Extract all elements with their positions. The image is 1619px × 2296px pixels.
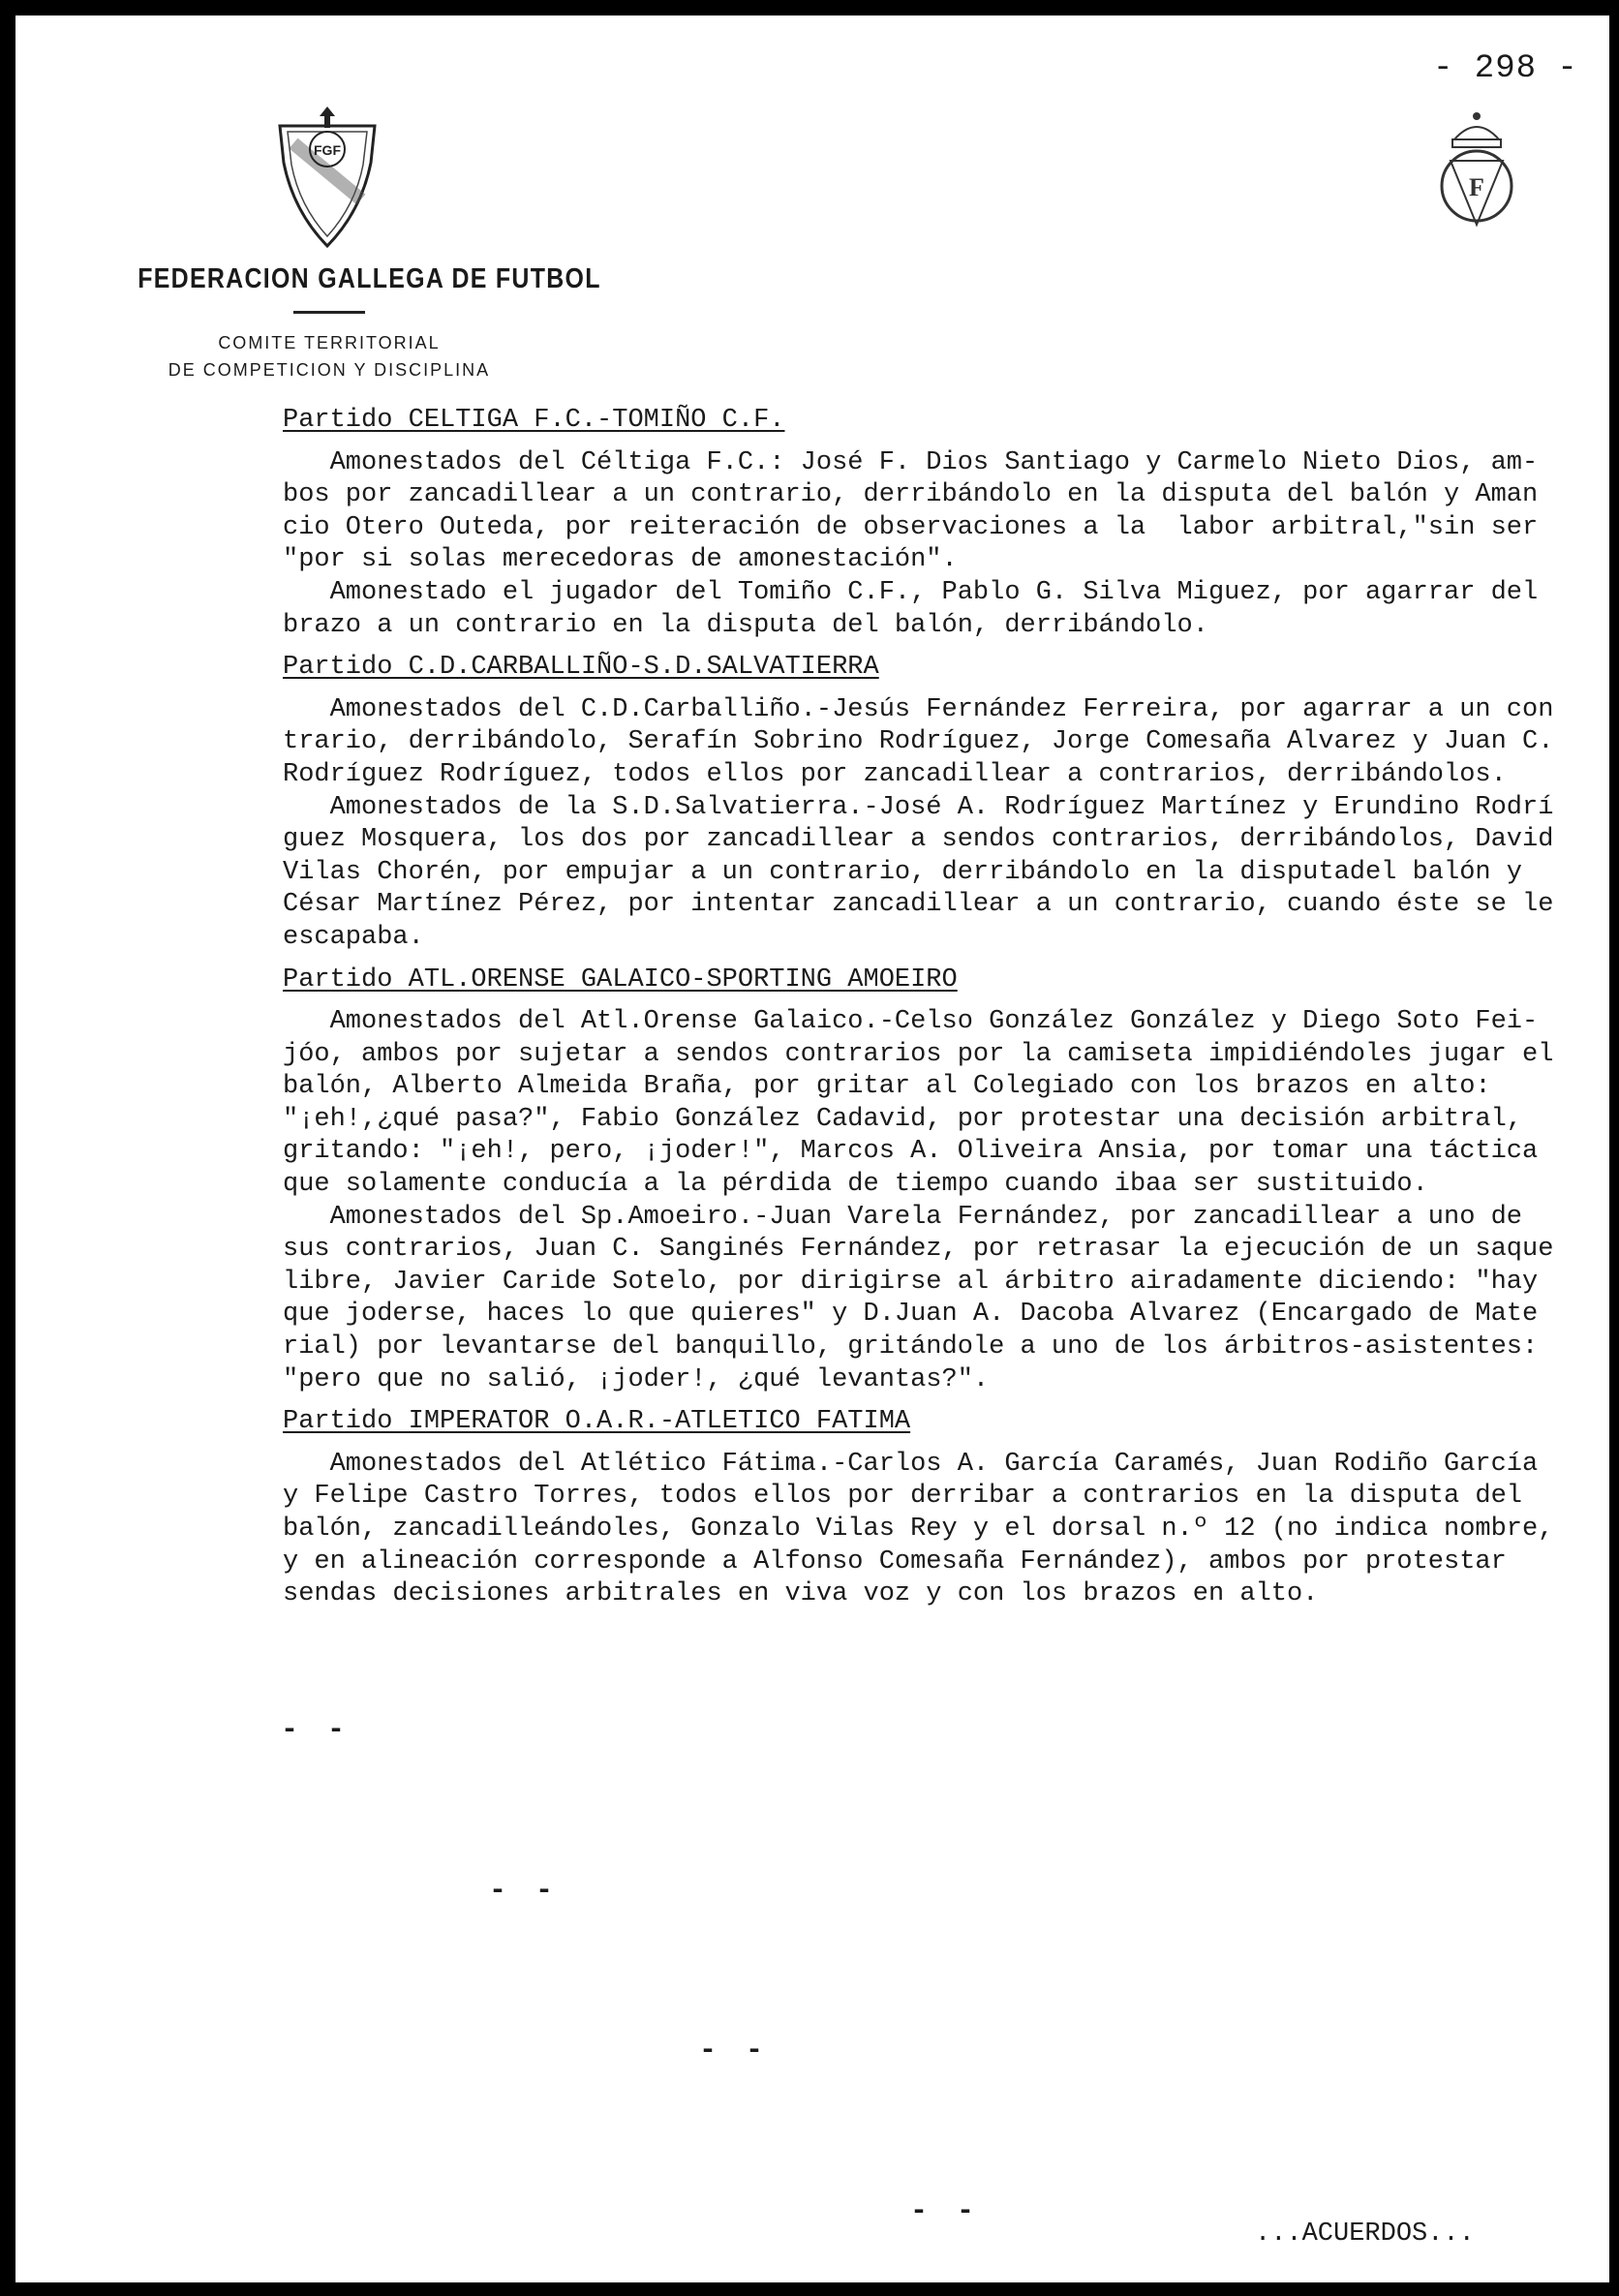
paragraph: Amonestados de la S.D.Salvatierra.-José A. Rodríguez Martínez y Erundino Rodrí guez Mosquera, los dos por zancadillear a sendos contrarios, derribándolos, David Vilas Chorén, por empujar a un contrario, derribándolo en la disputadel balón y César Martínez Pérez, por intentar zancadillear a un contrario, cuando éste se le escapaba. (283, 792, 1554, 952)
match-title: Partido CELTIGA F.C.-TOMIÑO C.F. (283, 406, 785, 435)
match-title: Partido C.D.CARBALLIÑO-S.D.SALVATIERRA (283, 653, 879, 683)
match-title: Partido IMPERATOR O.A.R.-ATLETICO FATIMA (283, 1407, 911, 1437)
header-divider (293, 311, 365, 314)
committee-line-2: DE COMPETICION Y DISCIPLINA (168, 360, 491, 380)
paragraph: Amonestados del Atlético Fátima.-Carlos A. García Caramés, Juan Rodiño García y Felipe Castro Torres, todos ellos por derribar a contrarios en la disputa del balón, zancadilleándoles, Gonzalo Vilas Rey y el dorsal n.º 12 (no indica nombre, y en alineación corresponde a Alfonso Comesaña Fernández), ambos por protestar sendas decisiones arbitrales en viva voz y con los brazos en alto. (283, 1449, 1554, 1609)
match-title: Partido ATL.ORENSE GALAICO-SPORTING AMOEIRO (283, 964, 958, 995)
committee-line-1: COMITE TERRITORIAL (218, 333, 441, 352)
paragraph: Amonestados del Sp.Amoeiro.-Juan Varela Fernández, por zancadillear a uno de sus contrarios, Juan C. Sanginés Fernández, por retrasar la ejecución de un saque libre, Javier Caride Sotelo, por dirigirse al árbitro airadamente diciendo: "hay que joderse, haces lo que quieres" y D.Juan A. Dacoba Alvarez (Encargado de Mate rial) por levantarse del banquillo, gritándole a uno de los árbitros-asistentes: "pero que no salió, ¡joder!, ¿qué levantas?". (283, 1202, 1554, 1394)
separator-dashes: - - (699, 2035, 770, 2067)
document-body (283, 405, 1600, 1621)
separator-dashes: - - (489, 1875, 560, 1908)
paragraph: Amonestado el jugador del Tomiño C.F., Pablo G. Silva Miguez, por agarrar del brazo a un contrario en la disputa del balón, derribándolo. (283, 577, 1539, 640)
paragraph: Amonestados del Céltiga F.C.: José F. Dios Santiago y Carmelo Nieto Dios, am- bos por zancadillear a un contrario, derribándolo en la disputa del balón y Aman cio Otero Outeda, por reiteración de observaciones a la labor arbitral,"sin ser "por si solas merecedoras de amonestación". (283, 447, 1539, 575)
organization-name: FEDERACION GALLEGA DE FUTBOL (137, 263, 601, 294)
match-section (283, 1406, 1600, 1611)
organization-header (107, 263, 601, 383)
paragraph: Amonestados del C.D.Carballiño.-Jesús Fernández Ferreira, por agarrar a un con trario, derribándolo, Serafín Sobrino Rodríguez, Jorge Comesaña Alvarez y Juan C. Rodríguez Rodríguez, todos ellos por zancadillear a contrarios, derribándolos. (283, 694, 1554, 789)
fgf-shield-logo-icon (274, 105, 381, 250)
rfef-crown-crest-icon (1435, 107, 1518, 230)
svg-text:FGF: FGF (314, 142, 341, 158)
continuation-marker: ...ACUERDOS... (1255, 2219, 1475, 2249)
match-section (283, 964, 1600, 1397)
match-section (283, 405, 1600, 642)
separator-dashes: - - (910, 2195, 981, 2228)
paragraph: Amonestados del Atl.Orense Galaico.-Celso González González y Diego Soto Fei- jóo, ambos por sujetar a sendos contrarios por la camiseta impidiéndoles jugar el balón, Alberto Almeida Braña, por gritar al Colegiado con los brazos en alto: "¡eh!,¿qué pasa?", Fabio González Cadavid, por protestar una decisión arbitral, gritando: "¡eh!, pero, ¡joder!", Marcos A. Oliveira Ansia, por tomar una táctica que solamente conducía a la pérdida de tiempo cuando ibaa ser sustituido. (283, 1007, 1554, 1200)
match-section (283, 652, 1600, 954)
svg-text:F: F (1469, 173, 1484, 201)
separator-dashes: - - (281, 1714, 351, 1747)
page-number: - 298 - (1433, 50, 1578, 87)
